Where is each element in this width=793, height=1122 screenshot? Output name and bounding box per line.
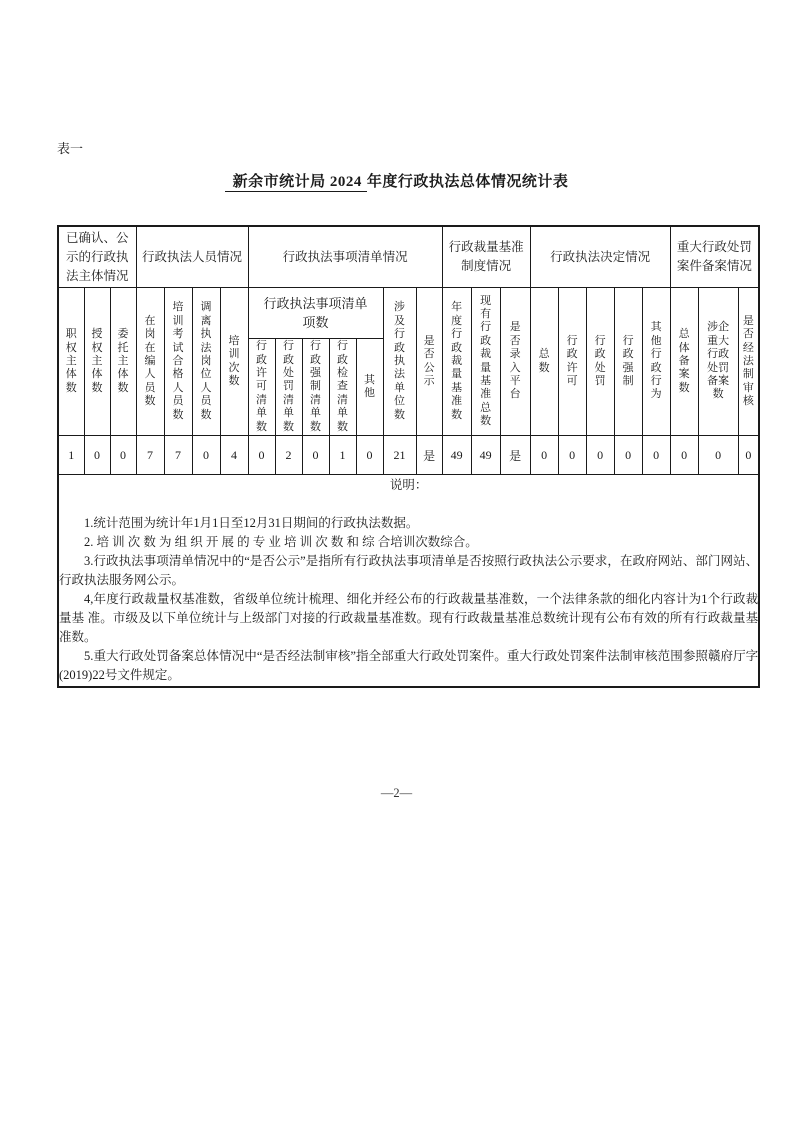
column-header-enterprise-penalty-filings: 涉企重大行政处罚备案数 [698,288,738,436]
data-cell: 1 [329,436,356,475]
data-cell: 4 [220,436,248,475]
column-header-training-sessions: 培训次数 [220,288,248,436]
column-header-inspection-checklist: 行政检查清单数 [329,339,356,436]
data-row [58,436,759,475]
group-header-decisions: 行政执法决定情况 [530,226,670,288]
column-header-annual-discretion-basis: 年度行政裁量基准数 [442,288,471,436]
group-header-row [58,226,759,288]
column-header-decisions-total: 总数 [530,288,558,436]
data-cell: 7 [136,436,164,475]
data-cell: 0 [302,436,329,475]
notes-heading: 说明： [389,478,428,493]
subgroup-header-checklist-items: 行政执法事项清单项数 [248,288,383,339]
group-header-checklist: 行政执法事项清单情况 [248,226,442,288]
data-cell: 0 [248,436,275,475]
notes-section [58,475,759,688]
column-header-authorized-subjects: 授权主体数 [84,288,110,436]
data-cell: 0 [738,436,759,475]
column-header-existing-discretion-total: 现有行政裁量基准总数 [471,288,500,436]
column-header-licensing-checklist: 行政许可清单数 [248,339,275,436]
data-cell: 2 [275,436,302,475]
group-header-discretion-basis: 行政裁量基准制度情况 [442,226,530,288]
column-header-other-acts: 其他行政行为 [642,288,670,436]
column-header-penalty: 行政处罚 [586,288,614,436]
column-header-entrusted-subjects: 委托主体数 [110,288,136,436]
column-header-licensing: 行政许可 [558,288,586,436]
data-cell: 0 [84,436,110,475]
group-header-major-penalty-filing: 重大行政处罚案件备案情况 [670,226,759,288]
note-item: 2. 培 训 次 数 为 组 织 开 展 的 专 业 培 训 次 数 和 综 合培训次数综合。 [84,535,478,550]
note-item: 3.行政执法事项清单情况中的“是否公示”是指所有行政执法事项清单是否按照行政执法公示要求，在政府网站、部门网站、行政执法服务网公示。 [59,554,759,588]
column-header-authority-subjects: 职权主体数 [58,288,84,436]
column-header-penalty-checklist: 行政处罚清单数 [275,339,302,436]
data-cell: 0 [670,436,698,475]
column-header-coercion: 行政强制 [614,288,642,436]
group-header-subjects: 已确认、公示的行政执法主体情况 [58,226,136,288]
statistics-table [57,225,760,688]
data-cell: 1 [58,436,84,475]
data-cell: 7 [164,436,192,475]
column-header-other-checklist: 其他 [356,339,383,436]
page-title [0,170,793,191]
note-item: 4,年度行政裁量权基准数，省级单位统计梳理、细化并经公布的行政裁量基准数，一个法律条款的细化内容计为1个行政裁量基 准。市级及以下单位统计与上级部门对接的行政裁量基准数。现有行政裁量基准总数统计现有公布有效的所有行政裁量基准数。 [59,592,759,645]
subgroup-header-row [58,288,759,339]
note-item: 5.重大行政处罚备案总体情况中“是否经法制审核”指全部重大行政处罚案件。重大行政处罚案件法制审核范围参照赣府厅字(2019)22号文件规定。 [59,649,759,683]
data-cell: 49 [471,436,500,475]
group-header-personnel: 行政执法人员情况 [136,226,248,288]
column-header-is-published: 是否公示 [416,288,442,436]
column-header-training-passed: 培训考试合格人员数 [164,288,192,436]
column-header-staff-on-post: 在岗在编人员数 [136,288,164,436]
data-cell: 0 [614,436,642,475]
data-cell: 0 [110,436,136,475]
data-cell: 0 [642,436,670,475]
data-cell: 0 [192,436,220,475]
column-header-total-filings: 总体备案数 [670,288,698,436]
page-number: —2— [380,786,413,800]
column-header-entered-platform: 是否录入平台 [500,288,530,436]
page-title-rest: 年度行政执法总体情况统计表 [366,174,569,190]
table-label: 表一 [57,141,84,156]
data-cell: 0 [698,436,738,475]
data-cell: 0 [586,436,614,475]
data-cell: 0 [356,436,383,475]
column-header-transferred-off: 调离执法岗位人员数 [192,288,220,436]
data-cell: 是 [416,436,442,475]
column-header-coercion-checklist: 行政强制清单数 [302,339,329,436]
note-item: 1.统计范围为统计年1月1日至12月31日期间的行政执法数据。 [84,516,419,531]
notes-row [58,475,759,688]
data-cell: 0 [530,436,558,475]
data-cell: 是 [500,436,530,475]
page-title-underlined: 新余市统计局 2024 [225,174,367,192]
column-header-legal-review: 是否经法制审核 [738,288,759,436]
column-header-units-involved: 涉及行政执法单位数 [383,288,416,436]
data-cell: 0 [558,436,586,475]
data-cell: 21 [383,436,416,475]
data-cell: 49 [442,436,471,475]
